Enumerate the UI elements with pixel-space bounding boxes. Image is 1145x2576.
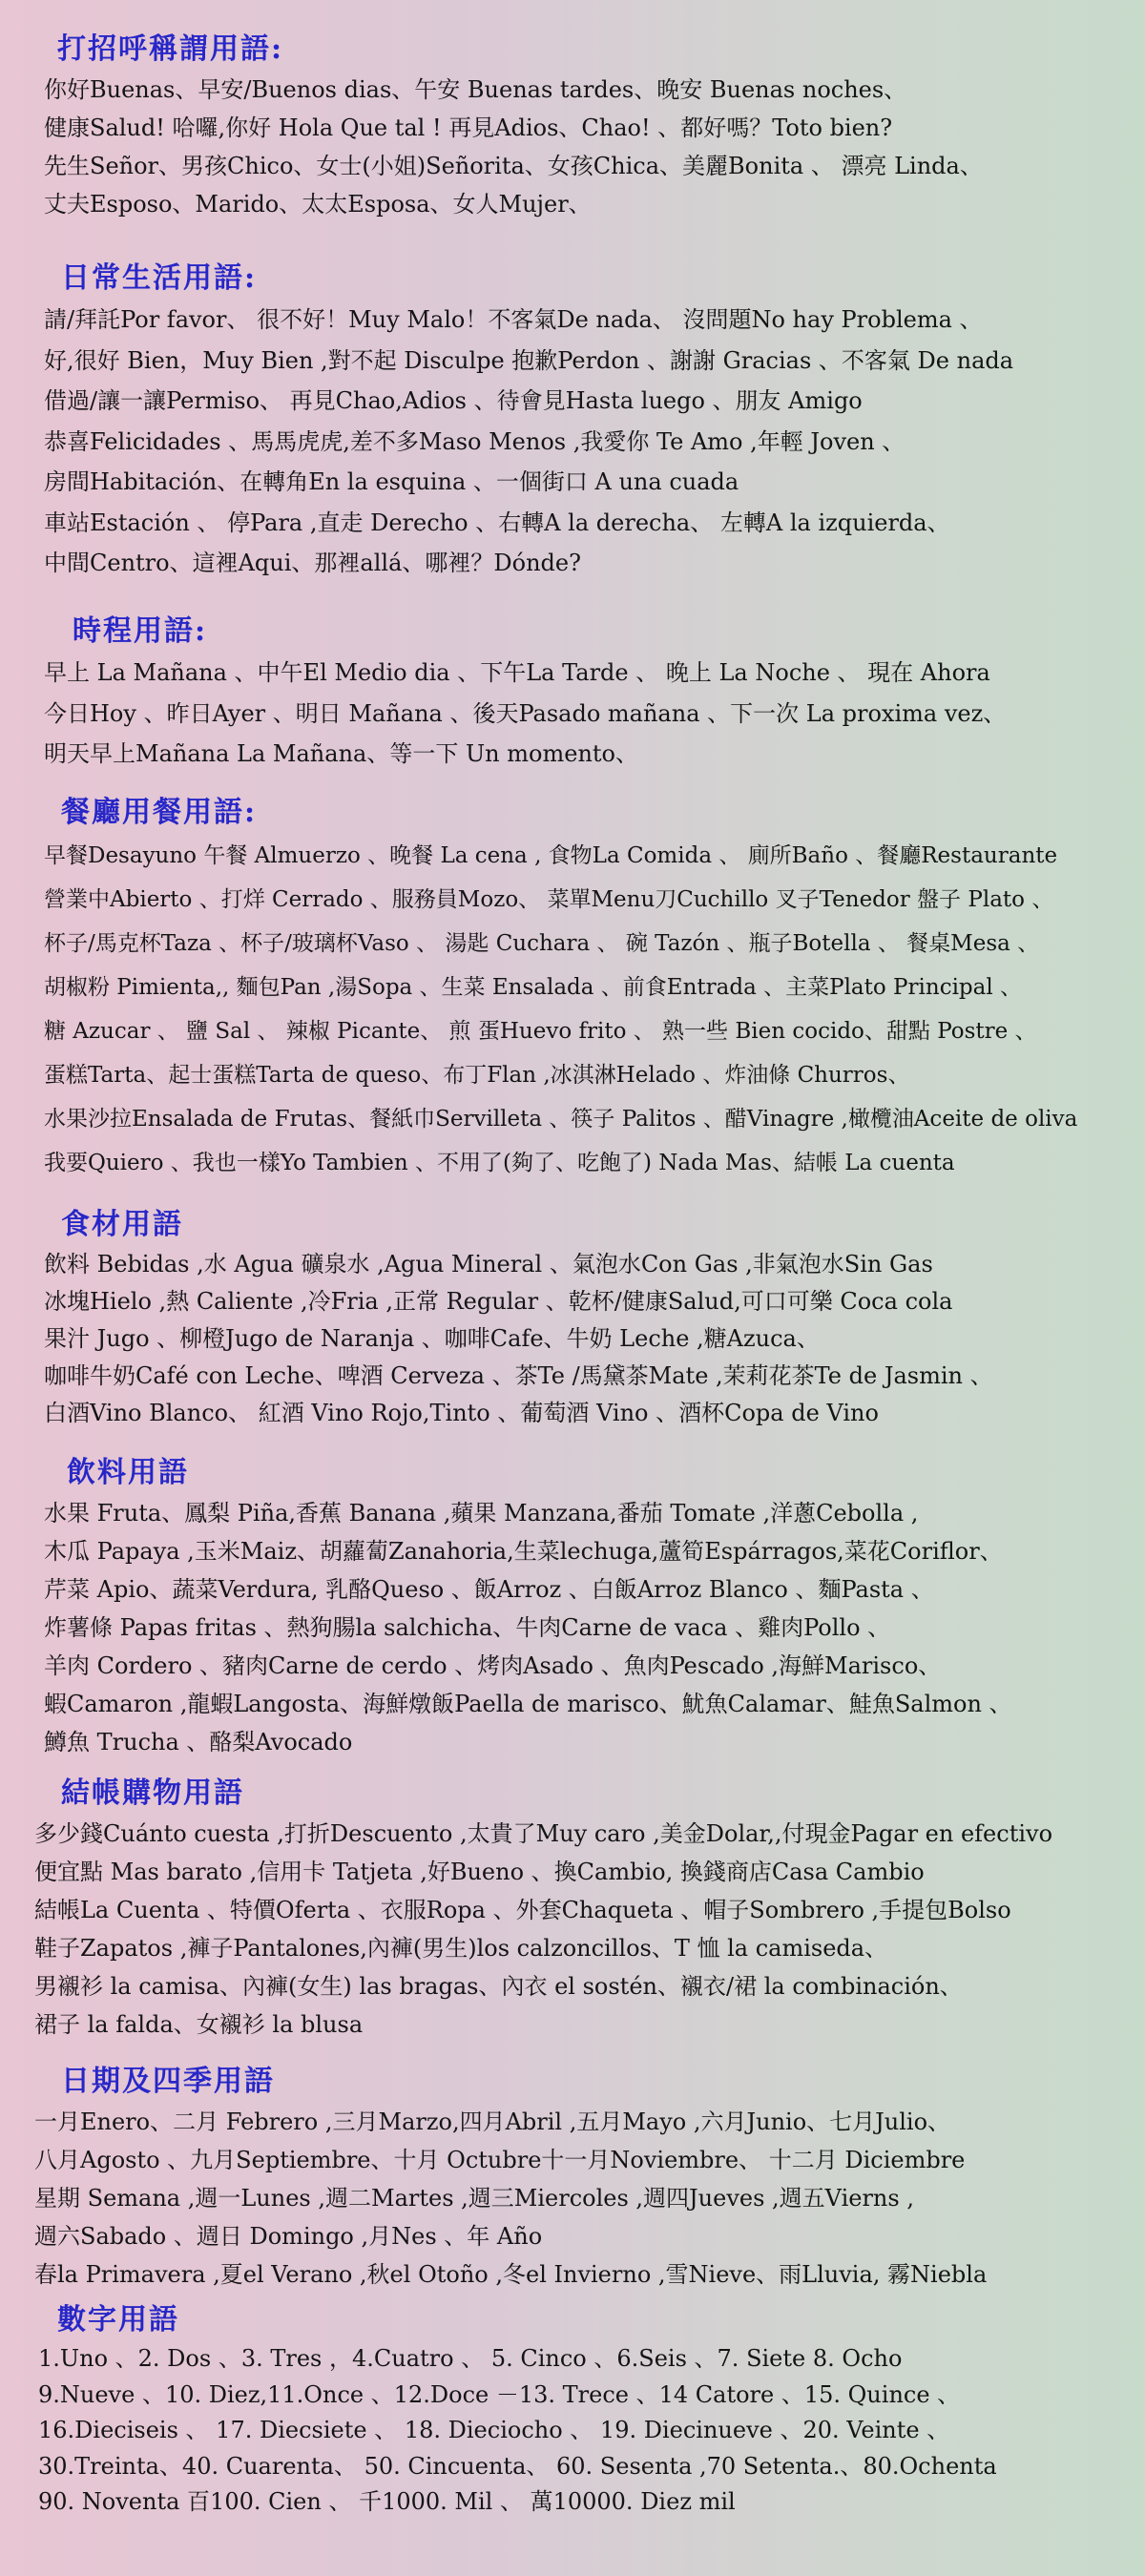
text-line: 先生Señor、男孩Chico、女士(小姐)Señorita、女孩Chica、美麗Bonita 、 漂亮 Linda、 bbox=[44, 153, 983, 179]
text-line: 營業中Abierto 、打烊 Cerrado 、服務員Mozo、 菜單Menu刀Cuchillo 叉子Tenedor 盤子 Plato 、 bbox=[44, 887, 1054, 912]
text-line: 胡椒粉 Pimienta,, 麵包Pan ,湯Sopa 、生菜 Ensalada 、前食Entrada 、主菜Plato Principal 、 bbox=[44, 975, 1023, 1000]
text-line: 一月Enero、二月 Febrero ,三月Marzo,四月Abril ,五月Mayo ,六月Junio、七月Julio、 bbox=[34, 2109, 951, 2135]
text-line: 請/拜託Por favor、 很不好！Muy Malo！不客氣De nada、 沒問題No hay Problema 、 bbox=[44, 306, 983, 333]
text-line: 冰塊Hielo ,熱 Caliente ,冷Fria ,正常 Regular 、乾杯/健康Salud,可口可樂 Coca cola bbox=[44, 1288, 953, 1315]
section-title: 餐廳用餐用語: bbox=[61, 796, 258, 829]
text-line: 車站Estación 、 停Para ,直走 Derecho 、右轉A la derecha、 左轉A la izquierda、 bbox=[44, 509, 950, 536]
text-line: 水果沙拉Ensalada de Frutas、餐紙巾Servilleta 、筷子 Palitos 、醋Vinagre ,橄欖油Aceite de oliva bbox=[44, 1107, 1078, 1132]
section-title: 日常生活用語: bbox=[61, 261, 258, 295]
text-line: 你好Buenas、早安/Buenos dias、午安 Buenas tardes、晚安 Buenas noches、 bbox=[44, 76, 907, 103]
text-line: 多少錢Cuánto cuesta ,打折Descuento ,太貴了Muy caro ,美金Dolar,,付現金Pagar en efectivo bbox=[34, 1820, 1053, 1847]
text-line: 借過/讓一讓Permiso、 再見Chao,Adios 、待會見Hasta luego 、朋友 Amigo bbox=[44, 387, 863, 414]
text-line: 鞋子Zapatos ,褲子Pantalones,內褲(男生)los calzoncillos、T 恤 la camiseda、 bbox=[34, 1935, 888, 1962]
text-line: 木瓜 Papaya ,玉米Maiz、胡蘿蔔Zanahoria,生菜lechuga,蘆筍Espárragos,菜花Coriflor、 bbox=[44, 1538, 1003, 1565]
section-title: 飲料用語 bbox=[67, 1456, 189, 1489]
text-line: 我要Quiero 、我也一樣Yo Tambien 、不用了(夠了、吃飽了) Nada Mas、結帳 La cuenta bbox=[44, 1151, 955, 1175]
section-dates-seasons bbox=[0, 2061, 1145, 2294]
text-line: 芹菜 Apio、蔬菜Verdura, 乳酪Queso 、飯Arroz 、白飯Arroz Blanco 、麵Pasta 、 bbox=[44, 1576, 934, 1603]
text-line: 果汁 Jugo 、柳橙Jugo de Naranja 、咖啡Cafe、牛奶 Leche ,糖Azuca、 bbox=[44, 1325, 820, 1352]
section-ingredients bbox=[0, 1204, 1145, 1432]
section-shopping bbox=[0, 1773, 1145, 2044]
section-restaurant bbox=[0, 792, 1145, 1185]
text-line: 16.Dieciseis 、 17. Diecsiete 、 18. Dieciocho 、 19. Diecinueve 、20. Veinte 、 bbox=[38, 2417, 950, 2443]
text-line: 杯子/馬克杯Taza 、杯子/玻璃杯Vaso 、 湯匙 Cuchara 、 碗 Tazón 、瓶子Botella 、 餐桌Mesa 、 bbox=[44, 931, 1040, 956]
text-line: 裙子 la falda、女襯衫 la blusa bbox=[34, 2011, 364, 2038]
text-line: 羊肉 Cordero 、豬肉Carne de cerdo 、烤肉Asado 、魚肉Pescado ,海鮮Marisco、 bbox=[44, 1652, 942, 1679]
text-line: 今日Hoy 、昨日Ayer 、明日 Mañana 、後天Pasado mañana 、下一次 La proxima vez、 bbox=[44, 699, 1007, 727]
text-line: 明天早上Mañana La Mañana、等一下 Un momento、 bbox=[44, 740, 638, 767]
text-line: 早餐Desayuno 午餐 Almuerzo 、晚餐 La cena , 食物La Comida 、 廁所Baño 、餐廳Restaurante bbox=[44, 843, 1058, 868]
text-line: 蛋糕Tarta、起士蛋糕Tarta de queso、布丁Flan ,冰淇淋Helado 、炸油條 Churros、 bbox=[44, 1063, 910, 1088]
section-drinks bbox=[0, 1452, 1145, 1761]
text-line: 便宜點 Mas barato ,信用卡 Tatjeta ,好Bueno 、換Cambio, 換錢商店Casa Cambio bbox=[34, 1859, 925, 1885]
section-greetings bbox=[0, 29, 1145, 223]
text-line: 咖啡牛奶Café con Leche、啤酒 Cerveza 、茶Te /馬黛茶Mate ,茉莉花茶Te de Jasmin 、 bbox=[44, 1362, 993, 1389]
text-line: 房間Habitación、在轉角En la esquina 、一個街口 A una cuada bbox=[44, 468, 739, 495]
section-schedule bbox=[0, 611, 1145, 775]
text-line: 飲料 Bebidas ,水 Agua 礦泉水 ,Agua Mineral 、氣泡水Con Gas ,非氣泡水Sin Gas bbox=[44, 1251, 933, 1278]
text-line: 好,很好 Bien，Muy Bien ,對不起 Disculpe 抱歉Perdon 、謝謝 Gracias 、不客氣 De nada bbox=[44, 346, 1014, 374]
text-line: 早上 La Mañana 、中午El Medio dia 、下午La Tarde 、 晚上 La Noche 、 現在 Ahora bbox=[44, 659, 990, 686]
section-title: 時程用語: bbox=[73, 614, 208, 648]
text-line: 白酒Vino Blanco、 紅酒 Vino Rojo,Tinto 、葡萄酒 Vino 、酒杯Copa de Vino bbox=[44, 1400, 879, 1426]
section-daily-life bbox=[0, 258, 1145, 584]
text-line: 糖 Azucar 、 鹽 Sal 、 辣椒 Picante、 煎 蛋Huevo frito 、 熟一些 Bien cocido、甜點 Postre 、 bbox=[44, 1019, 1037, 1044]
section-title: 食材用語 bbox=[61, 1208, 183, 1241]
section-title: 數字用語 bbox=[57, 2303, 179, 2337]
text-line: 9.Nueve 、10. Diez,11.Once 、12.Doce －13. Trece 、14 Catore 、15. Quince 、 bbox=[38, 2380, 961, 2408]
text-line: 水果 Fruta、鳳梨 Piña,香蕉 Banana ,蘋果 Manzana,番茄 Tomate ,洋蔥Cebolla , bbox=[44, 1500, 919, 1527]
text-line: 週六Sabado 、週日 Domingo ,月Nes 、年 Año bbox=[34, 2223, 543, 2250]
text-line: 炸薯條 Papas fritas 、熱狗腸la salchicha、牛肉Carne de vaca 、雞肉Pollo 、 bbox=[44, 1614, 891, 1641]
text-line: 90. Noventa 百100. Cien 、 千1000. Mil 、 萬10000. Diez mil bbox=[38, 2488, 736, 2515]
section-title: 日期及四季用語 bbox=[61, 2065, 275, 2098]
text-line: 男襯衫 la camisa、內褲(女生) las bragas、內衣 el sostén、襯衣/裙 la combinación、 bbox=[34, 1973, 963, 2000]
section-title: 打招呼稱謂用語: bbox=[57, 32, 284, 66]
section-title: 結帳購物用語 bbox=[61, 1776, 244, 1810]
text-line: 蝦Camaron ,龍蝦Langosta、海鮮燉飯Paella de marisco、魷魚Calamar、鮭魚Salmon 、 bbox=[44, 1691, 1012, 1717]
text-line: 健康Salud! 哈囉,你好 Hola Que tal ! 再見Adios、Chao! 、都好嗎？Toto bien? bbox=[44, 114, 893, 141]
text-line: 30.Treinta、40. Cuarenta、 50. Cincuenta、 60. Sesenta ,70 Setenta.、80.Ochenta bbox=[38, 2452, 997, 2480]
text-line: 結帳La Cuenta 、特價Oferta 、衣服Ropa 、外套Chaqueta 、帽子Sombrero ,手提包Bolso bbox=[34, 1897, 1011, 1923]
text-line: 春la Primavera ,夏el Verano ,秋el Otoño ,冬el Invierno ,雪Nieve、雨Lluvia, 霧Niebla bbox=[34, 2261, 988, 2288]
text-line: 八月Agosto 、九月Septiembre、十月 Octubre十一月Noviembre、 十二月 Diciembre bbox=[34, 2147, 966, 2173]
section-numbers bbox=[0, 2299, 1145, 2521]
text-line: 鱒魚 Trucha 、酪梨Avocado bbox=[44, 1729, 353, 1755]
text-line: 中間Centro、這裡Aqui、那裡allá、哪裡？Dónde? bbox=[44, 550, 581, 576]
text-line: 恭喜Felicidades 、馬馬虎虎,差不多Maso Menos ,我愛你 Te Amo ,年輕 Joven 、 bbox=[44, 427, 906, 455]
text-line: 星期 Semana ,週一Lunes ,週二Martes ,週三Miercoles ,週四Jueves ,週五Vierns , bbox=[34, 2185, 914, 2212]
text-line: 丈夫Esposo、Marido、太太Esposa、女人Mujer、 bbox=[44, 191, 592, 218]
text-line: 1.Uno 、2. Dos 、3. Tres ，4.Cuatro 、 5. Cinco 、6.Seis 、7. Siete 8. Ocho bbox=[38, 2345, 903, 2372]
